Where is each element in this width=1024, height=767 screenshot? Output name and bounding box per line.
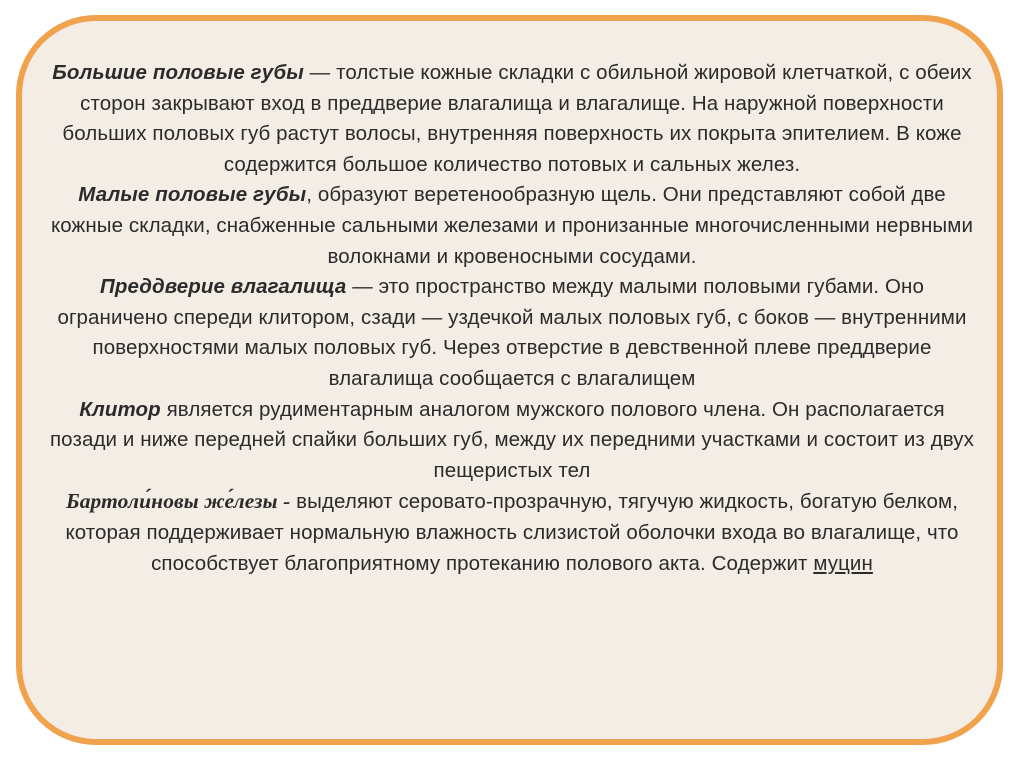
text-labia-minora: , образуют веретенообразную щель. Они представляют собой две кожные складки, снабженные сальными железами и пронизанные многочисленными нервными волокнами и кровеносными сосудами. <box>50 183 974 268</box>
paragraph-labia-minora <box>44 180 980 272</box>
text-block <box>44 58 980 579</box>
term-bartholin: Бартоли́новы же́лезы - <box>65 489 291 514</box>
paragraph-vestibule <box>44 272 980 394</box>
paragraph-clitoris <box>44 395 980 487</box>
term-vestibule: Преддверие влагалища <box>100 275 347 299</box>
text-clitoris: является рудиментарным аналогом мужского полового члена. Он располагается позади и ниже передней спайки больших губ, между их передними участками и состоит из двух пещеристых тел <box>49 397 975 482</box>
term-labia-majora: Большие половые губы <box>52 61 304 84</box>
paragraph-bartholin <box>44 486 980 579</box>
text-labia-majora: — толстые кожные складки с обильной жировой клетчаткой, с обеих сторон закрывают вход в преддверие влагалища и влагалище. На наружной поверхности больших половых губ растут волосы, внутренняя поверхность их покрыта эпителием. В коже содержится большое количество потовых и сальных желез. <box>62 61 972 176</box>
paragraph-labia-majora <box>44 58 980 180</box>
term-clitoris: Клитор <box>79 397 161 421</box>
text-vestibule: — это пространство между малыми половыми губами. Оно ограничено спереди клитором, сзади — уздечкой малых половых губ, с боков — внутренними поверхностями малых половых губ. Через отверстие в девственной плеве преддверие влагалища сообщается с влагалищем <box>57 275 967 390</box>
term-labia-minora: Малые половые губы <box>78 183 307 207</box>
mucin-link[interactable]: муцин <box>813 551 873 575</box>
text-bartholin: выделяют серовато-прозрачную, тягучую жидкость, богатую белком, которая поддерживает нормальную влажность слизистой оболочки входа во влагалище, что способствует благоприятному протеканию полового акта. Содержит <box>65 490 959 575</box>
